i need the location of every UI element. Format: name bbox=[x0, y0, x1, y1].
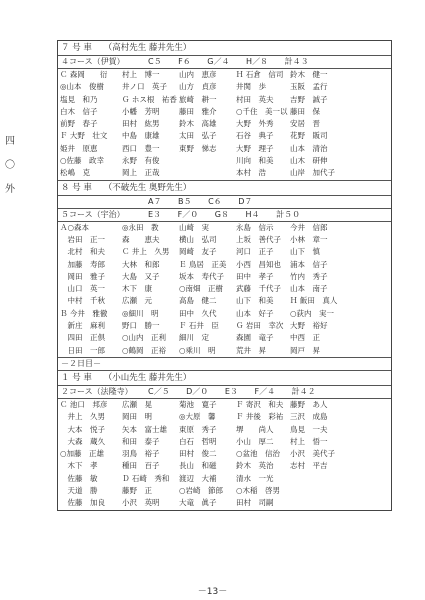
roster-cell: 小沢 英明 bbox=[122, 498, 160, 508]
roster-cell: 鈴木 高雄 bbox=[179, 119, 217, 129]
course-count: E３ bbox=[224, 386, 238, 396]
roster-cell: 広瀬 晃 bbox=[122, 399, 152, 409]
table-row bbox=[58, 130, 391, 142]
roster-cell: 木下 孝 bbox=[60, 461, 98, 471]
roster-cell: 吉野 誠子 bbox=[290, 94, 328, 104]
roster-cell: 種田 百子 bbox=[122, 461, 160, 471]
roster-cell: 大野 裕好 bbox=[290, 321, 328, 331]
roster-cell: 石谷 典子 bbox=[236, 131, 274, 141]
roster-cell: 井上 久男 bbox=[60, 412, 105, 422]
roster-cell: Ｅ 鳥居 正美 bbox=[179, 259, 227, 269]
roster-cell: 山本 南子 bbox=[290, 284, 328, 294]
roster-cell: 田村 紘男 bbox=[122, 119, 160, 129]
course-count: F６ bbox=[178, 57, 191, 66]
roster-cell: 白石 哲明 bbox=[179, 436, 217, 446]
roster-cell: 花野 販司 bbox=[290, 131, 328, 141]
roster-cell: 村上 悟一 bbox=[290, 436, 328, 446]
roster-cell: 山下 慎 bbox=[290, 247, 320, 257]
roster-cell: 羽鳥 裕子 bbox=[122, 449, 160, 459]
roster-cell: 和田 泰子 bbox=[122, 436, 160, 446]
roster-cell: ○木稲 啓男 bbox=[236, 486, 281, 496]
roster-cell: 永野 有俊 bbox=[122, 156, 160, 166]
course-name: ４コース（伊賀） bbox=[61, 57, 125, 66]
roster-cell: 山下 和美 bbox=[236, 296, 274, 306]
roster-cell: 山口 英一 bbox=[60, 284, 105, 294]
course-count: F／０ bbox=[177, 209, 199, 219]
roster-cell: 志村 平吉 bbox=[290, 461, 328, 471]
roster-cell: 山方 貞彦 bbox=[179, 82, 217, 92]
car-number: ８ 号 車 bbox=[61, 182, 92, 193]
roster-cell: 大島 又子 bbox=[122, 271, 160, 281]
table-row bbox=[58, 222, 391, 234]
course-counts bbox=[148, 209, 314, 221]
roster-cell: 東野 悌志 bbox=[179, 143, 217, 153]
roster-cell: ○加藤 正雄 bbox=[60, 449, 105, 459]
course-subhead bbox=[58, 196, 391, 209]
roster-cell: ○山内 正利 bbox=[122, 333, 167, 343]
roster-cell: 佐藤 加良 bbox=[60, 498, 105, 508]
roster-cell: 岡崎 友子 bbox=[179, 247, 217, 257]
roster-cell: Ａ○森本 bbox=[60, 222, 112, 232]
roster-cell: 佐藤 敏 bbox=[60, 473, 98, 483]
roster-cell: 渡辺 大補 bbox=[179, 473, 217, 483]
roster-cell: 広瀬 元 bbox=[122, 296, 152, 306]
roster-cell: 藤野 正 bbox=[122, 486, 152, 496]
course-count: A７ bbox=[148, 196, 162, 206]
course-name: ２コース（法隆寺） bbox=[61, 386, 133, 396]
course-total: 計５０ bbox=[276, 209, 301, 219]
roster-cell: 今井 信郎 bbox=[290, 222, 328, 232]
table-row bbox=[58, 345, 391, 357]
roster-cell: 河口 正子 bbox=[236, 247, 274, 257]
roster-cell: 永島 信示 bbox=[236, 222, 274, 232]
course-line bbox=[58, 386, 391, 399]
roster-cell: 清水 一光 bbox=[236, 473, 274, 483]
roster-cell: 鈴木 健一 bbox=[290, 70, 328, 79]
roster-cell: ○荻内 実一 bbox=[290, 308, 335, 318]
roster-cell: 山木 研伸 bbox=[290, 156, 328, 166]
roster-cell: 塩見 和乃 bbox=[60, 94, 98, 104]
roster-cell: 細川 定 bbox=[179, 333, 209, 343]
roster-cell: 中村 千秋 bbox=[60, 296, 105, 306]
roster-cell: 井関 歩 bbox=[236, 82, 266, 92]
course-count: E３ bbox=[148, 209, 162, 219]
course-count: G／４ bbox=[207, 57, 230, 66]
roster-cell: Ｂ 今井 雅徹 bbox=[60, 308, 108, 318]
roster-cell: 田中 久代 bbox=[179, 308, 217, 318]
course-line bbox=[58, 209, 391, 222]
course-total: 計４３ bbox=[284, 57, 309, 66]
roster-cell: 岡上 正哉 bbox=[122, 168, 160, 178]
roster-cell: Ｆ 井後 彩祐 bbox=[236, 412, 284, 422]
roster-cell: 矢本 富士雄 bbox=[122, 424, 167, 434]
roster-cell: 旅崎 耕一 bbox=[179, 94, 217, 104]
roster-cell: 北村 和夫 bbox=[60, 247, 105, 257]
course-count: H４ bbox=[245, 209, 260, 219]
roster-cell: 荒井 昇 bbox=[236, 345, 266, 355]
table-row bbox=[58, 308, 391, 320]
table-row bbox=[58, 167, 391, 179]
course-total: 計４２ bbox=[291, 386, 316, 396]
roster-cell: 小沢 美代子 bbox=[290, 449, 335, 459]
roster-cell: 大竜 眞子 bbox=[179, 498, 217, 508]
roster-cell: 本村 浩 bbox=[236, 168, 266, 178]
roster-cell: Ｆ 寄沢 和夫 bbox=[236, 399, 284, 409]
roster-cell: ○南畑 正樹 bbox=[179, 284, 224, 294]
table-row bbox=[58, 436, 391, 448]
car-number: ７ 号 車 bbox=[61, 43, 92, 53]
roster-cell: 竹内 秀子 bbox=[290, 271, 328, 281]
roster-cell: 加藤 寿郎 bbox=[60, 259, 105, 269]
roster-cell: 川向 和美 bbox=[236, 156, 274, 166]
table-row bbox=[58, 295, 391, 307]
roster-cell: 高島 健二 bbox=[179, 296, 217, 306]
table-row bbox=[58, 411, 391, 423]
roster-cell: 大本 悦子 bbox=[60, 424, 105, 434]
table-row bbox=[58, 473, 391, 485]
course-count: B５ bbox=[178, 196, 192, 206]
roster-cell: ◎永田 教 bbox=[122, 222, 159, 232]
roster-cell: Ｃ 井上 久男 bbox=[122, 247, 170, 257]
table-row bbox=[58, 271, 391, 283]
roster-cell: 日田 一郎 bbox=[60, 345, 105, 355]
roster-cell: 長山 和磁 bbox=[179, 461, 217, 471]
course-count: G８ bbox=[214, 209, 229, 219]
car-teachers: （不破先生 奥野先生） bbox=[103, 182, 192, 193]
roster-cell: ○鶴岡 正裕 bbox=[122, 345, 167, 355]
roster-cell: 小幡 芳明 bbox=[122, 106, 160, 116]
table-row bbox=[58, 485, 391, 497]
roster-cell: 村上 博一 bbox=[122, 70, 160, 79]
roster-cell: 山本 清治 bbox=[290, 143, 328, 153]
roster-cell: ○佐藤 政幸 bbox=[60, 156, 105, 166]
table-row bbox=[58, 320, 391, 332]
roster-cell: Ｆ 石井 臣 bbox=[179, 321, 219, 331]
roster-table bbox=[58, 399, 391, 510]
table-row bbox=[58, 69, 391, 81]
roster-cell: 姫井 原恵 bbox=[60, 143, 98, 153]
roster-cell: Ｇ ホス根 祐香 bbox=[122, 94, 177, 104]
table-row bbox=[58, 448, 391, 460]
table-row bbox=[58, 460, 391, 472]
roster-cell: 小西 昌知也 bbox=[236, 259, 281, 269]
roster-cell: ○千住 美一以 bbox=[236, 106, 288, 116]
course-counts bbox=[148, 386, 330, 398]
roster-cell: Ｃ 森岡 衍 bbox=[60, 70, 108, 79]
roster-cell: 森園 竜子 bbox=[236, 333, 274, 343]
roster-cell: ○盆池 信治 bbox=[236, 449, 281, 459]
roster-cell: Ｃ 池口 邦彦 bbox=[60, 399, 108, 409]
roster-cell: 中島 康雄 bbox=[122, 131, 160, 141]
roster-cell: 井ノ口 英子 bbox=[122, 82, 167, 92]
roster-cell: 西口 豊一 bbox=[122, 143, 160, 153]
table-row bbox=[58, 424, 391, 436]
day-divider: －２日目－ bbox=[58, 357, 391, 371]
course-count: F／４ bbox=[254, 386, 276, 396]
roster-cell: 武藤 千代子 bbox=[236, 284, 281, 294]
roster-cell: 藤田 雅介 bbox=[179, 106, 217, 116]
car-number: １ 号 車 bbox=[61, 372, 92, 383]
page-number: －13－ bbox=[197, 587, 228, 597]
roster-cell: 浦本 信子 bbox=[290, 259, 328, 269]
roster-cell: 山崎 実 bbox=[179, 222, 209, 232]
roster-cell: ◎細川 明 bbox=[122, 308, 159, 318]
roster-table bbox=[58, 69, 391, 180]
table-row bbox=[58, 246, 391, 258]
roster-cell: 玉阪 孟行 bbox=[290, 82, 328, 92]
table-row bbox=[58, 155, 391, 167]
roster-cell: 村田 英夫 bbox=[236, 94, 274, 104]
roster-cell: 天道 勝 bbox=[60, 486, 98, 496]
roster-cell: 田村 俊二 bbox=[179, 449, 217, 459]
car-teachers: （高村先生 藤井先生） bbox=[103, 43, 192, 53]
roster-cell: 太田 弘子 bbox=[179, 131, 217, 141]
roster-cell: ◎山本 俊樹 bbox=[60, 82, 105, 92]
table-row bbox=[58, 143, 391, 155]
roster-cell: 安居 晋 bbox=[290, 119, 320, 129]
roster-cell: 菊池 寛子 bbox=[179, 399, 217, 409]
car-header bbox=[58, 371, 391, 386]
course-count: D７ bbox=[238, 196, 253, 206]
roster-cell: 山本 好子 bbox=[236, 308, 274, 318]
car-header bbox=[58, 41, 391, 56]
roster-cell: 白木 信子 bbox=[60, 106, 98, 116]
course-count: C／５ bbox=[148, 386, 170, 396]
roster-cell: 野口 勝一 bbox=[122, 321, 160, 331]
roster-cell: 岡田 明 bbox=[122, 412, 152, 422]
roster-cell: 鈴木 英治 bbox=[236, 461, 274, 471]
roster-cell: 大林 和郎 bbox=[122, 259, 160, 269]
table-row bbox=[58, 106, 391, 118]
roster-cell: 鳥見 一夫 bbox=[290, 424, 328, 434]
table-row bbox=[58, 81, 391, 93]
table-row bbox=[58, 399, 391, 411]
roster-cell: 東原 秀子 bbox=[179, 424, 217, 434]
car-teachers: （小山先生 藤井先生） bbox=[103, 372, 192, 383]
roster-cell: 四田 正倶 bbox=[60, 333, 105, 343]
margin-note bbox=[3, 130, 17, 202]
margin-note-char: 四 bbox=[5, 136, 15, 147]
course-count: C６ bbox=[208, 196, 222, 206]
roster-cell: 山岸 加代子 bbox=[290, 168, 335, 178]
roster-cell: 松嶋 克 bbox=[60, 168, 90, 178]
roster-cell: 上坂 善代子 bbox=[236, 234, 281, 244]
roster-cell: 新庄 麻利 bbox=[60, 321, 105, 331]
roster-cell: 田村 司嗣 bbox=[236, 498, 274, 508]
roster-cell: 堺 尚人 bbox=[236, 424, 274, 434]
roster-cell: ○乘川 明 bbox=[179, 345, 216, 355]
roster-cell: 坂本 寿代子 bbox=[179, 271, 224, 281]
course-count: H／８ bbox=[246, 57, 269, 66]
roster-cell: Ｈ 飯田 真人 bbox=[290, 296, 338, 306]
car-header bbox=[58, 180, 391, 196]
roster-cell: 山内 恵彦 bbox=[179, 70, 217, 79]
course-counts bbox=[148, 56, 323, 68]
course-count: D／０ bbox=[186, 386, 209, 396]
margin-note-char: 〇 bbox=[5, 160, 15, 171]
roster-sheet bbox=[57, 40, 392, 511]
roster-cell: Ｇ 岩田 幸次 bbox=[236, 321, 284, 331]
roster-cell: 岡田 雅子 bbox=[60, 271, 105, 281]
roster-cell: 大野 理子 bbox=[236, 143, 274, 153]
table-row bbox=[58, 234, 391, 246]
table-row bbox=[58, 118, 391, 130]
roster-cell: 岩田 正一 bbox=[60, 234, 105, 244]
table-row bbox=[58, 283, 391, 295]
roster-cell: ◎大原 馨 bbox=[179, 412, 216, 422]
roster-cell: Ｈ 石倉 信司 bbox=[236, 70, 284, 79]
roster-cell: 藤野 あ人 bbox=[290, 399, 328, 409]
table-row bbox=[58, 259, 391, 271]
roster-cell: Ｆ 大野 壮文 bbox=[60, 131, 108, 141]
roster-cell: Ｄ 石崎 秀和 bbox=[122, 473, 170, 483]
table-row bbox=[58, 497, 391, 509]
roster-cell: 中西 正 bbox=[290, 333, 320, 343]
table-row bbox=[58, 332, 391, 344]
roster-cell: 大森 蔵久 bbox=[60, 436, 105, 446]
roster-cell: 前野 春子 bbox=[60, 119, 98, 129]
margin-note-char: 外 bbox=[5, 184, 15, 195]
roster-cell: 木下 康 bbox=[122, 284, 152, 294]
roster-cell: 横山 弘司 bbox=[179, 234, 217, 244]
roster-cell: ○岩崎 節郎 bbox=[179, 486, 224, 496]
roster-cell: 藤田 保 bbox=[290, 106, 320, 116]
course-line bbox=[58, 56, 391, 69]
roster-cell: 森 恵夫 bbox=[122, 234, 160, 244]
roster-cell: 小山 厚二 bbox=[236, 436, 274, 446]
roster-cell: 小林 章一 bbox=[290, 234, 328, 244]
roster-cell: 田中 孝子 bbox=[236, 271, 274, 281]
table-row bbox=[58, 94, 391, 106]
roster-cell: 大野 外秀 bbox=[236, 119, 274, 129]
course-count: C５ bbox=[148, 57, 162, 66]
roster-cell: 三沢 成島 bbox=[290, 412, 328, 422]
course-name: ５コース（宇治） bbox=[61, 209, 125, 219]
roster-cell: 岡戸 昇 bbox=[290, 345, 320, 355]
roster-table bbox=[58, 222, 391, 357]
